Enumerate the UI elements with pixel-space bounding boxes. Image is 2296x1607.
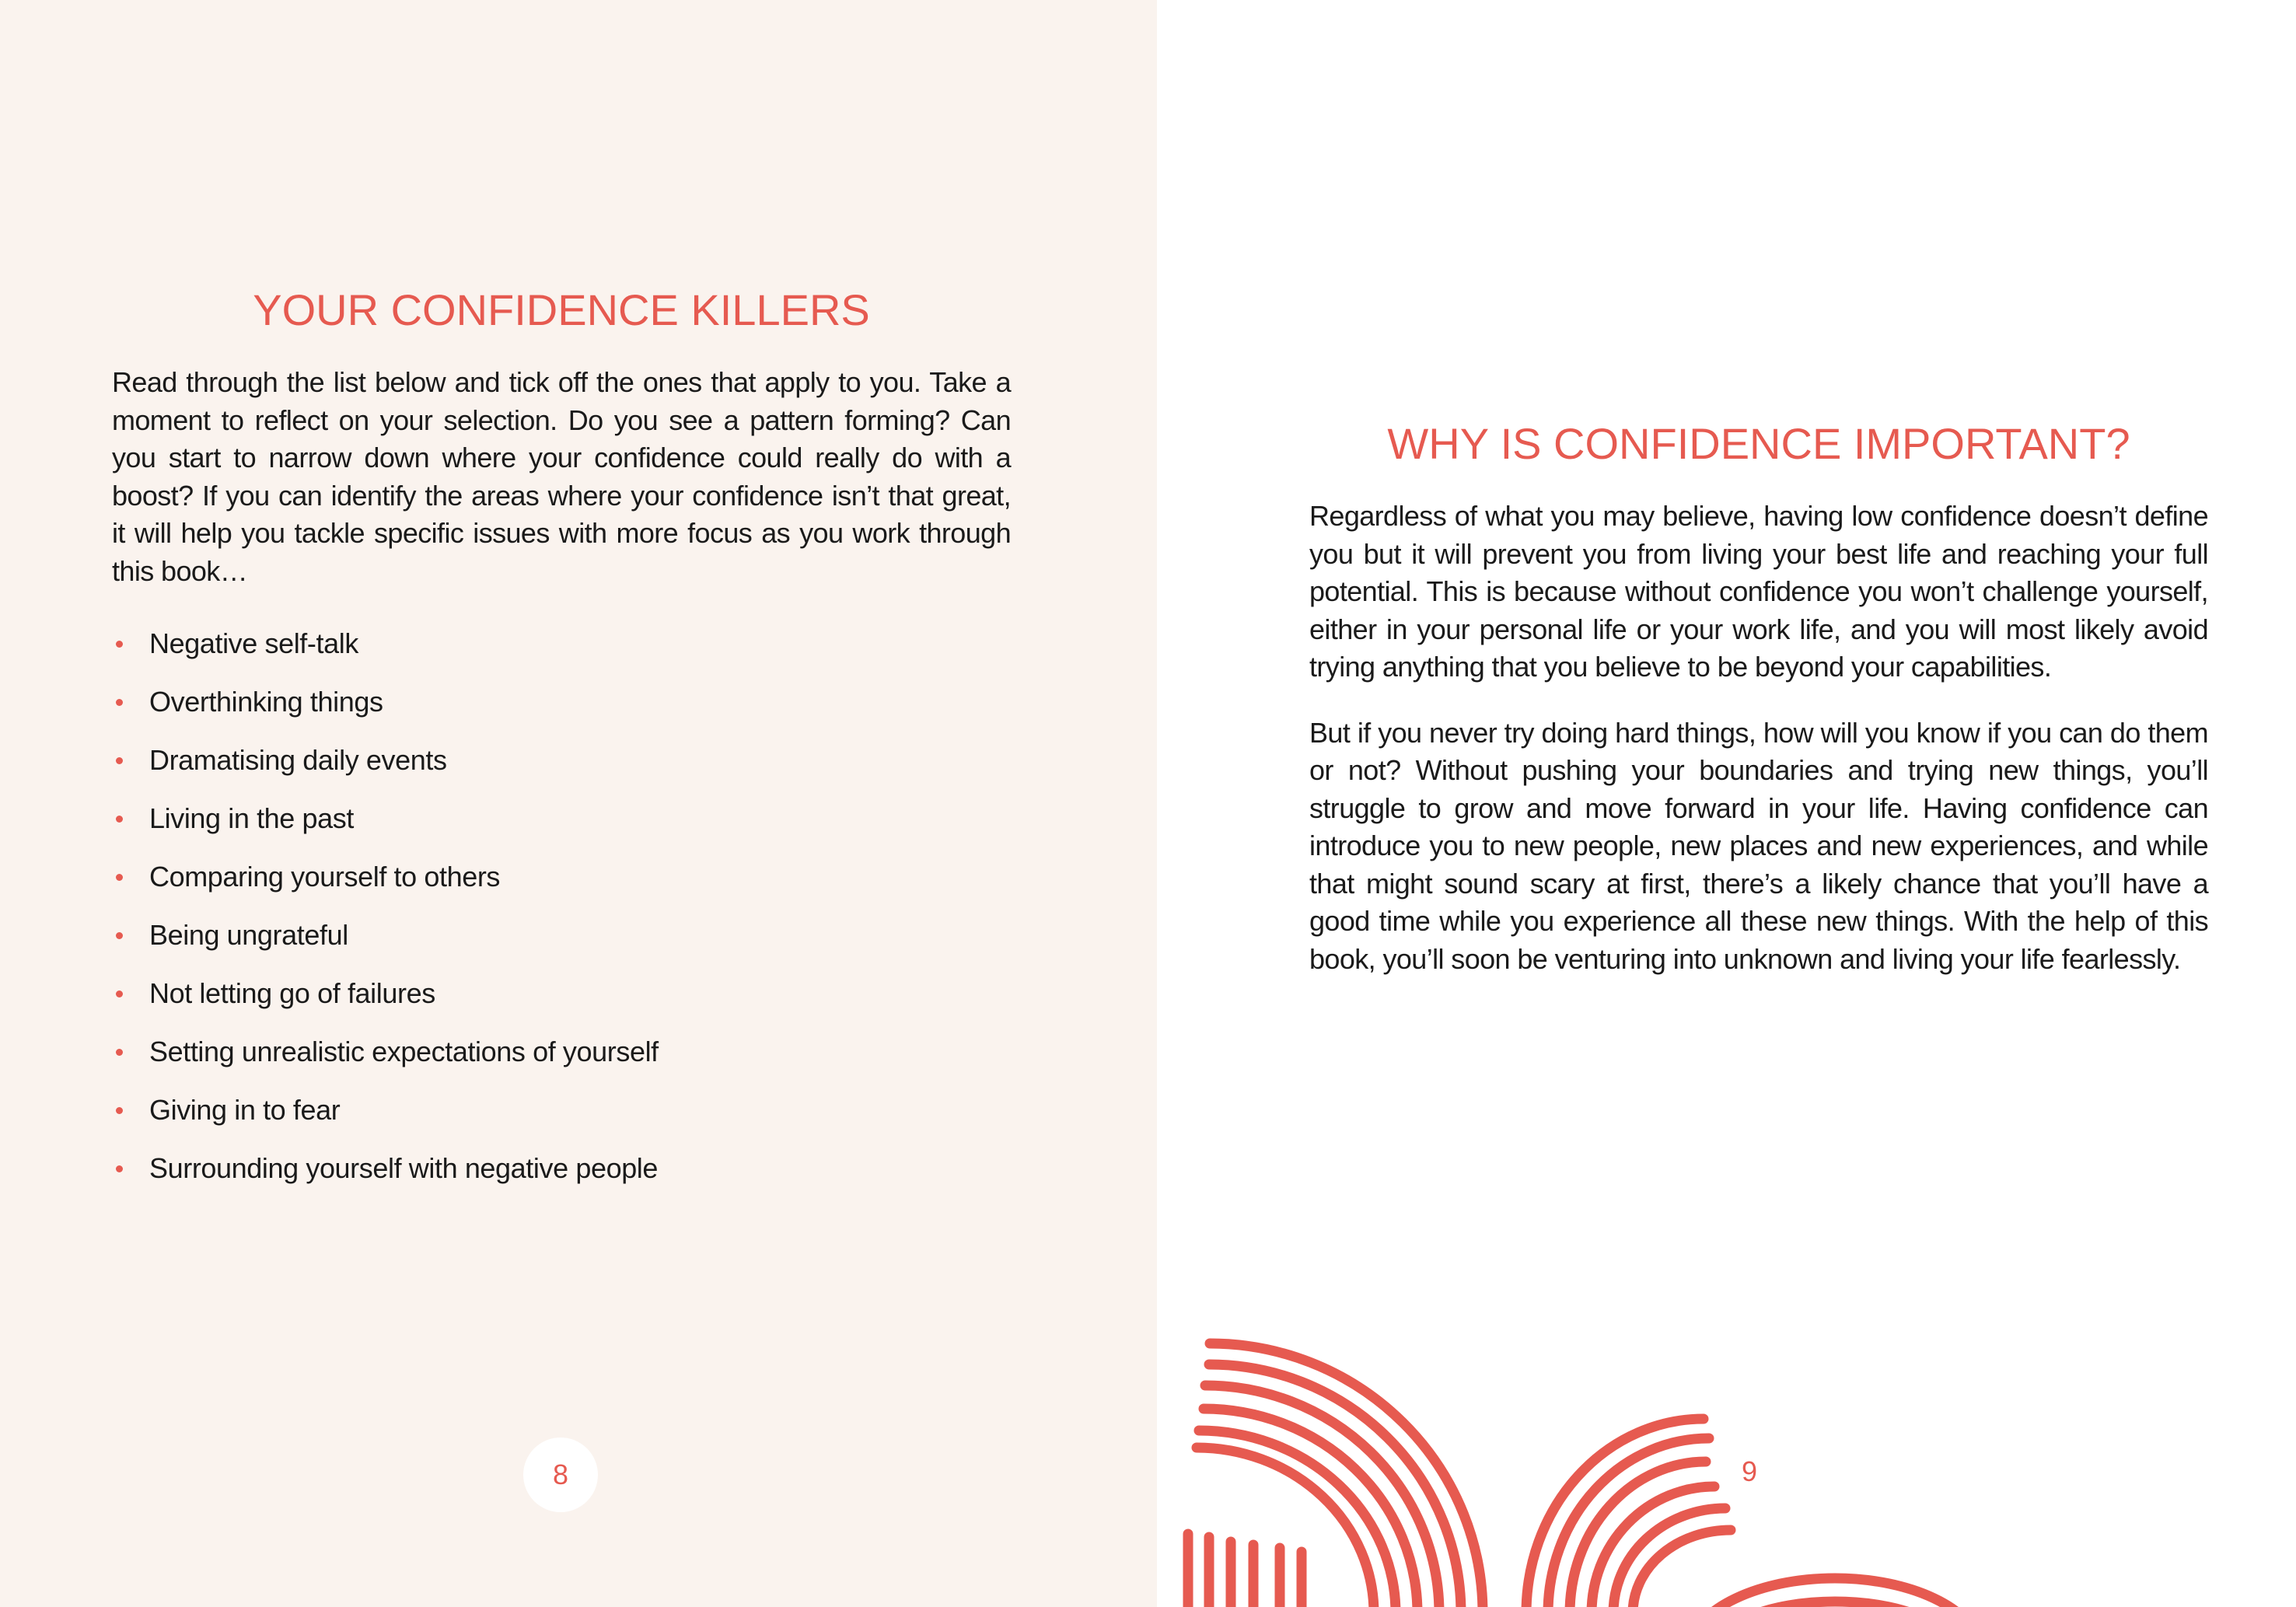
list-item-label: Not letting go of failures: [149, 977, 435, 1009]
hump-stripe: [1711, 1602, 1959, 1607]
body-paragraph: Regardless of what you may believe, having low confidence doesn’t define you but it will prevent you from living your best life and reaching your full potential. This is because without confidence you won’t challenge yourself, either in your personal life or your work life, and you will most likely avoid trying anything that you believe to be beyond your capabilities.: [1309, 500, 2208, 683]
page-number-label: 8: [552, 1459, 569, 1490]
page-number-9: 9: [1742, 1455, 1758, 1487]
list-item-label: Comparing yourself to others: [149, 861, 501, 893]
body-paragraph: But if you never try doing hard things, how will you know if you can do them or not? Without pushing your boundaries and trying new things, you’ll struggle to grow and move forward in your life. Having confidence can introduce you to new people, new places and new experiences, and while that might sound scary at first, there’s a likely chance that you’ll have a good time while you experience all these new things. With the help of this book, you’ll soon be venturing into unknown and living your life fearlessly.: [1309, 716, 2208, 975]
list-item-label: Dramatising daily events: [149, 744, 447, 776]
left-page-title: YOUR CONFIDENCE KILLERS: [253, 285, 870, 334]
list-item-label: Living in the past: [149, 802, 354, 834]
intro-paragraph: Read through the list below and tick off the ones that apply to you. Take a moment to reflect on your selection. Do you see a pattern forming? Can you start to narrow down where your confidence could really do with a boost? If you can identify the areas where your confidence isn’t that great, it will help you tackle specific issues with more focus as you work through this book…: [112, 366, 1011, 587]
right-page-title: WHY IS CONFIDENCE IMPORTANT?: [1387, 419, 2130, 468]
list-item-label: Giving in to fear: [149, 1094, 341, 1126]
list-item-label: Negative self-talk: [149, 627, 358, 659]
list-item-label: Overthinking things: [149, 686, 383, 718]
arc-stripe: [1197, 1448, 1374, 1607]
list-item-label: Being ungrateful: [149, 919, 348, 951]
list-item-label: Surrounding yourself with negative people: [149, 1152, 659, 1184]
list-item-label: Setting unrealistic expectations of yourself: [149, 1036, 659, 1067]
